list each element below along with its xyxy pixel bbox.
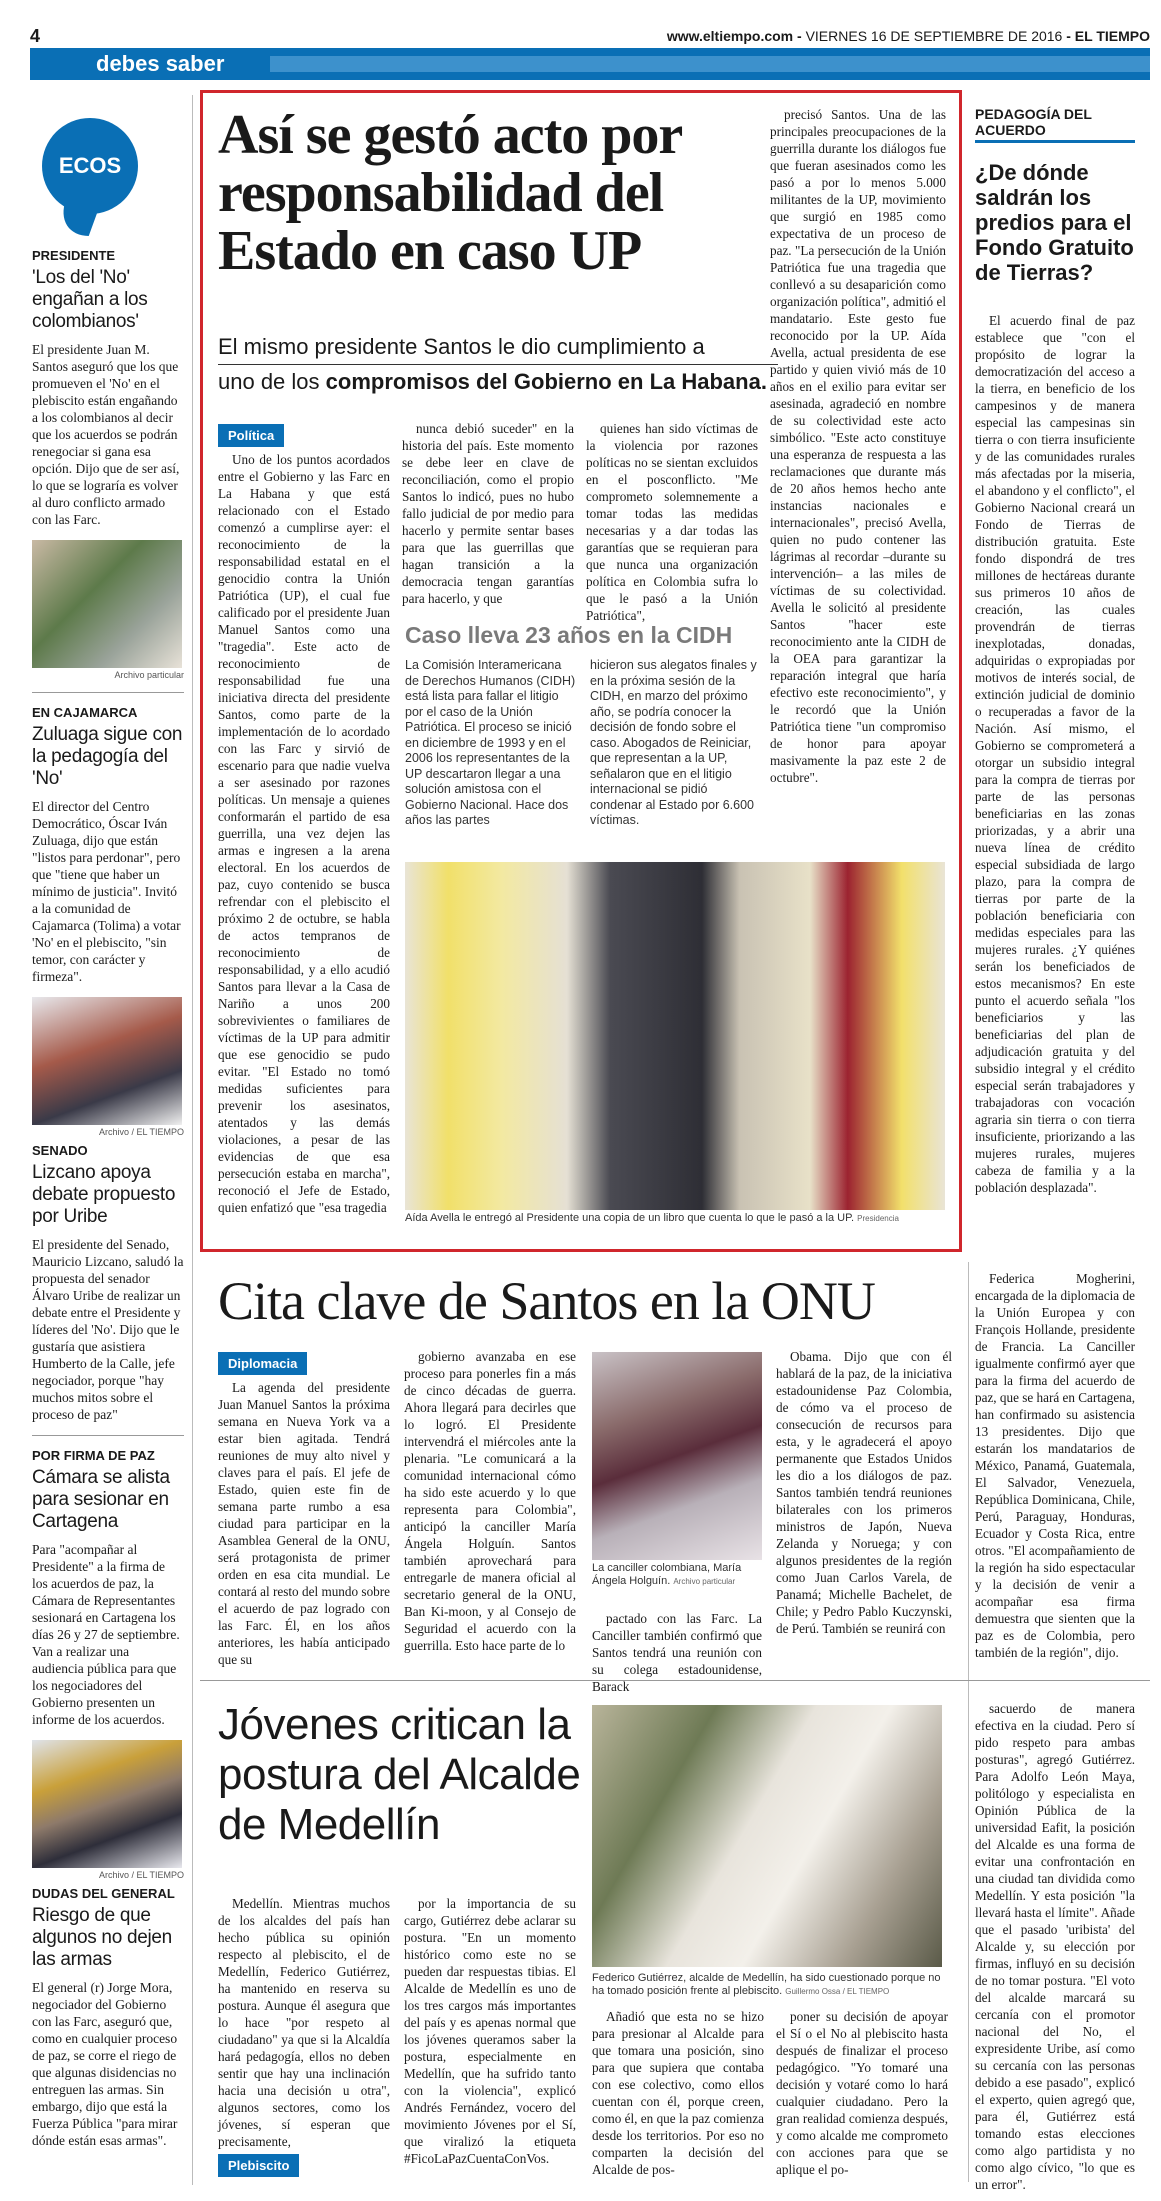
article-text: Medellín. Mientras muchos de los alcaldes del país han hecho pública su opinión respecto al plebiscito, el de Medellín, Federico Gutiérrez, ha mantenido en reserva su postura. Aunque él asegura que lo hace "por respeto al ciudadano" ya que si la Alcaldía hará pedagogía, ellos no deben sentir que hay una inclinación hacia una decisión u otra", algunos sectores, como los jóvenes, sí esperan que precisamente, <box>218 1896 390 2149</box>
photo-credit: Archivo / EL TIEMPO <box>98 1870 184 1880</box>
brief-kicker: POR FIRMA DE PAZ <box>32 1448 155 1463</box>
paper-name: EL TIEMPO <box>1074 28 1150 44</box>
sidebar-briefs <box>32 248 184 2149</box>
onu-column-5 <box>975 1270 1135 1668</box>
brief-kicker: EN CAJAMARCA <box>32 705 138 720</box>
brief-title[interactable]: Riesgo de que algunos no dejen las armas <box>32 1905 172 1970</box>
brief-body: El director del Centro Democrático, Óscar Iván Zuluaga, dijo que están "listos para perdonar", pero que "tiene que haber un mínimo de justicia". Invitó a la comunidad de Cajamarca (Tolima) a votar 'No' en el plebiscito, "sin temor, con carácter y firmeza". <box>32 799 181 984</box>
main-story-column-1 <box>218 420 390 1215</box>
page-number: 4 <box>30 26 41 46</box>
section-tag: Diplomacia <box>218 1352 307 1375</box>
article-text: gobierno avanzaba en ese proceso para ponerles fin a más de cinco décadas de guerra. Ahora llegará para decirles que lo logró. El Presidente intervendrá el miércoles ante la plenaria. "Le comunicará a la comunidad internacional cómo ha sido este acuerdo y lo que representa para Colombia", anticipó la canciller María Ángela Holguín. Santos también aprovechará para entregarle de manera oficial al secretario general de la ONU, Ban Ki-moon, y al Consejo de Seguridad el acuerdo con la guerrilla. Esto hace parte de lo <box>404 1349 576 1653</box>
section-tag: Plebiscito <box>218 2154 299 2177</box>
main-story-column-3 <box>586 420 758 623</box>
article-text: pactado con las Farc. La Canciller también confirmó que Santos tendrá una reunión con su colega estadounidense, Barack <box>592 1611 762 1694</box>
caption-credit: Archivo particular <box>673 1577 736 1586</box>
brief <box>32 1886 184 2149</box>
brief-photo <box>32 1740 182 1868</box>
article-text: Añadió que esta no se hizo para presionar al Alcalde para que tomara una posición, sino para que supiera que contaba con ese colectivo, como ellos cuentan con él, porque creen, como él, en que la paz comienza desde los territorios. Por eso no comparten la decisión del Alcalde de pos- <box>592 2009 764 2177</box>
photo-caption <box>592 1972 942 1998</box>
main-subheadline <box>218 330 778 399</box>
brief <box>32 1143 184 1423</box>
brief <box>32 248 184 680</box>
site-url[interactable]: www.eltiempo.com <box>666 28 794 44</box>
photo-credit: Archivo / EL TIEMPO <box>98 1127 184 1137</box>
main-story-photo <box>405 862 945 1210</box>
column-rule <box>968 1262 969 2182</box>
photo-credit: Archivo particular <box>114 670 184 680</box>
photo-caption <box>405 1212 899 1224</box>
jovenes-headline[interactable]: Jóvenes critican la postura del Alcalde de Medellín <box>218 1700 581 1849</box>
brief-body: El general (r) Jorge Mora, negociador del Gobierno con las Farc, aseguró que, como en cualquier proceso de paz, se corre el riego de que algunas disidencias no entreguen las armas. Sin embargo, dijo que está la Fuerza Pública "para mirar dónde están esas armas". <box>32 1980 178 2148</box>
onu-photo <box>592 1352 762 1560</box>
cidh-box-text: La Comisión Interamericana de Derechos Humanos (CIDH) está lista para fallar el litigio por el caso de la Unión Patriótica. El proceso se inició en diciembre de 1993 y en el 2006 los representantes de la UP descartaron llegar a una solución amistosa con el Gobierno Nacional. Hace dos años las partes <box>405 658 576 827</box>
caption-text: Federico Gutiérrez, alcalde de Medellín, ha sido cuestionado porque no ha tomado posición frente al plebiscito. <box>592 1972 941 1997</box>
brief <box>32 705 184 1137</box>
main-story-column-2 <box>402 420 574 610</box>
onu-column-2 <box>404 1348 576 1668</box>
onu-column-4 <box>776 1348 952 1668</box>
cidh-box-text: hicieron sus alegatos finales y en la próxima sesión de la CIDH, en marzo del próximo año, se podría conocer la decisión de fondo sobre el caso. Abogados de Reiniciar, que representan a la UP, señalaron que en el litigio internacional se pidió condenar al Estado por 6.600 víctimas. <box>590 658 757 827</box>
photo-caption <box>592 1562 762 1588</box>
issue-date: VIERNES 16 DE SEPTIEMBRE DE 2016 <box>805 28 1063 44</box>
jovenes-photo <box>592 1705 942 1967</box>
brief-photo <box>32 540 182 668</box>
article-text: quienes han sido víctimas de la violencia por razones políticas no se sientan excluidos en el posconflicto. "Me comprometo solemnemente a tomar todas las medidas necesarias y a dar todas las garantías que se requieran para que nunca una organización política en Colombia sufra lo que le pasó a la Unión Patriótica", <box>586 421 758 623</box>
brief <box>32 1448 184 1880</box>
section-bar <box>30 48 1150 80</box>
article-text: El acuerdo final de paz establece que "con el propósito de lograr la democratización del acceso a la tierra, en beneficio de los campesinos y de manera especial las campesinas sin tierra o con tierra insuficiente y de las comunidades rurales más afectadas por la miseria, el abandono y el conflicto", el Gobierno Nacional creará un Fondo de Tierras de distribución gratuita. Este fondo dispondrá de tres millones de hectáreas durante sus primeros 10 años de creación, las cuales provendrán de tierras inexplotadas, donadas, adquiridas o expropiadas por motivos de interés social, de extinción judicial de dominio o recuperadas a favor de la Nación. Así mismo, el Gobierno se comprometerá a otorgar un subsidio integral para la compra de tierras por parte de las personas beneficiarias en las zonas priorizadas, y a abrir una nueva línea de crédito especial subsidiada de largo plazo, para la compra de tierras por parte de la población beneficiaria con medidas especiales para las mujeres rurales. ¿Y quiénes serán los beneficiados de estos mecanismos? En este punto el acuerdo señala "los beneficiarios y las beneficiarias del plan de adjudicación gratuita y del subsidio integral y el crédito especial serán trabajadores y trabajadoras con vocación agraria sin tierra o con tierra insuficiente, priorizando a las mujeres rurales, mujeres cabeza de familia y a la población desplazada". <box>975 313 1135 1195</box>
cidh-box-title: Caso lleva 23 años en la CIDH <box>405 622 733 648</box>
article-text: La agenda del presidente Juan Manuel Santos la próxima semana en Nueva York va a estar bien agitada. Tendrá reuniones de muy alto nivel y claves para el país. El jefe de Estado, quien este fin de semana parte rumbo a esa ciudad para participar en la Asamblea General de la ONU, será protagonista de primer orden en esa cita mundial. Le contará al resto del mundo sobre el acuerdo de paz logrado con las Farc. Él, en los años anteriores, les había anticipado que su <box>218 1380 390 1667</box>
article-text: por la importancia de su cargo, Gutiérrez debe aclarar su postura. "En un momento histórico como este no se pueden dar respuestas tibias. El Alcalde de Medellín es uno de los tres cargos más importantes del país y es apenas normal que los jóvenes queramos saber la postura, especialmente en Medellín, que ha sufrido tanto con la violencia", explicó Andrés Fernández, vocero del movimiento Jóvenes por el Sí, que viralizó la etiqueta #FicoLaPazCuentaConVos. <box>404 1896 576 2166</box>
onu-column-3 <box>592 1610 762 1694</box>
brief-photo <box>32 997 182 1125</box>
article-text: Federica Mogherini, encargada de la diplomacia de la Unión Europea y con François Hollande, presidente de Francia. La Canciller igualmente confirmó ayer que para la firma del acuerdo de paz, que se hará en Cartagena, han confirmado su asistencia 13 presidentes. Dijo que estarán los mandatarios de México, Panamá, Guatemala, El Salvador, Venezuela, República Dominicana, Chile, Perú, Paraguay, Honduras, Ecuador y Costa Rica, entre otros. "El acompañamiento de la región ha sido espectacular y la decisión de venir a acompañar esa firma demuestra que sienten que la paz es de Colombia, pero también de la región", dijo. <box>975 1271 1135 1660</box>
brief-kicker: DUDAS DEL GENERAL <box>32 1886 175 1901</box>
divider <box>32 692 184 693</box>
jovenes-column-3 <box>592 2008 764 2186</box>
onu-column-1 <box>218 1348 390 1668</box>
section-name: debes saber <box>80 48 240 80</box>
jovenes-column-2 <box>404 1895 576 2185</box>
article-text: poner su decisión de apoyar el Sí o el No al plebiscito hasta después de finalizar el proceso pedagógico. "Yo tomaré una decisión y votaré como lo hará cualquier ciudadano. Pero la gran realidad comienza después, y como alcalde me comprometo con acciones para que se aplique el po- <box>776 2009 948 2177</box>
subheadline-bold: compromisos del Gobierno en La Habana. <box>325 369 767 394</box>
right-story-headline[interactable]: ¿De dónde saldrán los predios para el Fondo Gratuito de Tierras? <box>975 160 1134 285</box>
main-story-column-4 <box>770 106 946 851</box>
divider <box>32 1435 184 1436</box>
column-rule <box>192 95 193 2185</box>
brief-title[interactable]: 'Los del 'No' engañan a los colombianos' <box>32 267 148 332</box>
article-text: Obama. Dijo que con él hablará de la paz, de la iniciativa estadounidense Paz Colombia, de cómo va el proceso de consecución de recursos para esta, y le agradecerá el apoyo permanente que Estados Unidos les dio a los diálogos de paz. Santos también tendrá reuniones bilaterales con los primeros ministros de Japón, Nueva Zelanda y Noruega; y con algunos presidentes de la región como Juan Carlos Varela, de Panamá; Michelle Bachelet, de Chile; y Pedro Pablo Kuczynski, de Perú. También se reunirá con <box>776 1349 952 1636</box>
subheadline-line: El mismo presidente Santos le dio cumplimiento a <box>218 330 778 365</box>
jovenes-column-1 <box>218 1895 390 2185</box>
section-bar-stripe <box>270 56 1150 72</box>
article-text: precisó Santos. Una de las principales preocupaciones de la guerrilla durante los diálogos fue que fueran asesinados como les pasó a por lo menos 5.000 militantes de la UP, movimiento que surgió en 1985 como expectativa de un proceso de paz. "La persecución de la Unión Patriótica fue una tragedia que conllevó a su desaparición como organización política", admitió el mandatario. Este gesto fue reconocido por la UP. Aída Avella, actual presidenta de ese partido y quien vivió más de 10 años en el exilio para evitar ser asesinada, agradeció en nombre de su colectividad este acto simbólico. "Este acto constituye una esperanza de respuesta a las reclamaciones que durante más de 20 años hemos hecho ante instancias nacionales e internacionales", precisó Avella, quien no pudo contener las lágrimas al recordar –durante su intervención– a las miles de víctimas de su colectividad. Avella le solicitó al presidente Santos "hacer este reconocimiento ante la CIDH de la OEA para garantizar la reparación integral que haría efectivo este reconocimiento", y le recordó que la Unión Patriótica tiene "un compromiso de honor para apoyar masivamente la paz este 2 de octubre". <box>770 107 946 785</box>
caption-credit: Presidencia <box>857 1214 899 1223</box>
brief-kicker: SENADO <box>32 1143 88 1158</box>
brief-body: El presidente del Senado, Mauricio Lizcano, saludó la propuesta del senador Álvaro Uribe de realizar un debate entre el Presidente y líderes del 'No'. Dijo que le gustaría que asistiera Humberto de la Calle, jefe negociador, porque "hay muchos mitos sobre el proceso de paz" <box>32 1237 184 1422</box>
caption-text: La canciller colombiana, María Ángela Holguín. <box>592 1562 742 1587</box>
brief-kicker: PRESIDENTE <box>32 248 116 263</box>
header-info: www.eltiempo.com - VIERNES 16 DE SEPTIEMBRE DE 2016 - EL TIEMPO <box>666 28 1150 44</box>
article-text: sacuerdo de manera efectiva en la ciudad. Pero sí pido respeto para ambas posturas", agregó Gutiérrez. Para Adolfo León Maya, politólogo y especialista en Opinión Pública de la universidad Eafit, la posición del Alcalde es una forma de evitar una confrontación en una ciudad tan dividida como Medellín. Y esta posición "la llevará hasta el límite". Añade que el pasado 'uribista' del Alcalde y, su elección por firmas, influyó en su decisión de no tomar postura. "El voto del alcalde marcará su cercanía con el promotor nacional del No, el expresidente Uribe, así como su cercanía con las personas debido a ese pasado", explicó el experto, quien agregó que, para él, Gutiérrez está tomando estas elecciones como algo partidista y no como algo cívico, "lo que es un error". <box>975 1701 1135 2192</box>
right-story-body <box>975 312 1135 1262</box>
caption-credit: Guillermo Ossa / EL TIEMPO <box>785 1987 890 1996</box>
brief-body: El presidente Juan M. Santos aseguró que los que promueven el 'No' en el plebiscito están engañando a los colombianos al decir que los acuerdos se podrán renegociar si gana esa opción. Dijo que de ser así, lo que se lograría es volver al duro conflicto armado con las Farc. <box>32 342 180 527</box>
ecos-badge: ECOS <box>42 118 138 214</box>
brief-title[interactable]: Cámara se alista para sesionar en Cartagena <box>32 1467 170 1532</box>
right-story-kicker: PEDAGOGÍA DEL ACUERDO <box>975 106 1135 143</box>
subheadline-line <box>218 369 767 394</box>
page-header <box>30 26 1150 46</box>
brief-title[interactable]: Lizcano apoya debate propuesto por Uribe <box>32 1162 176 1227</box>
brief-body: Para "acompañar al Presidente" a la firma de los acuerdos de paz, la Cámara de Representantes sesionará en Cartagena los días 26 y 27 de septiembre. Van a realizar una audiencia pública para que los negociadores del Gobierno presenten un informe de los acuerdos. <box>32 1542 180 1727</box>
article-text: Uno de los puntos acordados entre el Gobierno y las Farc en La Habana y que está relacionado con el Estado comenzó a cumplirse ayer: el reconocimiento de la responsabilidad estatal en el genocidio contra la Unión Patriótica (UP), el cual fue calificado por el presidente Juan Manuel Santos como una "tragedia". Este acto de reconocimiento de responsabilidad fue una iniciativa directa del presidente Santos, como parte de la implementación de lo acordado con las Farc y sirvió de escenario para que nadie vuelva a ser asesinado por razones políticas. Un mensaje a quienes conformarán el partido de esa guerrilla, una vez dejen las armas e ingresen a la arena electoral. En los acuerdos de paz, cuyo contenido se busca refrendar con el plebiscito el próximo 2 de octubre, se habla de actos tempranos de reconocimiento de responsabilidad, y a ello acudió Santos para llevar a la Casa de Nariño a unos 200 sobrevivientes o familiares de víctimas de la UP para admitir que ese genocidio se pudo evitar. "El Estado no tomó medidas suficientes para prevenir los asesinatos, atentados y las demás violaciones, a pesar de las evidencias de que esa persecución estaba en marcha", reconoció el Jefe de Estado, quien enfatizó que "esa tragedia <box>218 452 390 1215</box>
subheadline-text: uno de los <box>218 369 326 394</box>
brief-title[interactable]: Zuluaga sigue con la pedagogía del 'No' <box>32 724 183 789</box>
onu-headline[interactable]: Cita clave de Santos en la ONU <box>218 1271 875 1331</box>
article-text: nunca debió suceder" en la historia del país. Este momento se debe leer en clave de reconciliación, como el propio Santos lo indicó, pues no hubo fallo judicial de por medio para hacerlo y permite sentar bases para que las guerrillas que hagan transición a la democracia tengan garantías para hacerlo, y que <box>402 421 574 606</box>
caption-text: Aída Avella le entregó al Presidente una copia de un libro que cuenta lo que le pasó a la UP. <box>405 1212 855 1224</box>
jovenes-column-5 <box>975 1700 1135 2192</box>
main-headline[interactable]: Así se gestó acto por responsabilidad del Estado en caso UP <box>218 104 682 282</box>
jovenes-column-4 <box>776 2008 948 2186</box>
section-tag: Política <box>218 424 284 447</box>
